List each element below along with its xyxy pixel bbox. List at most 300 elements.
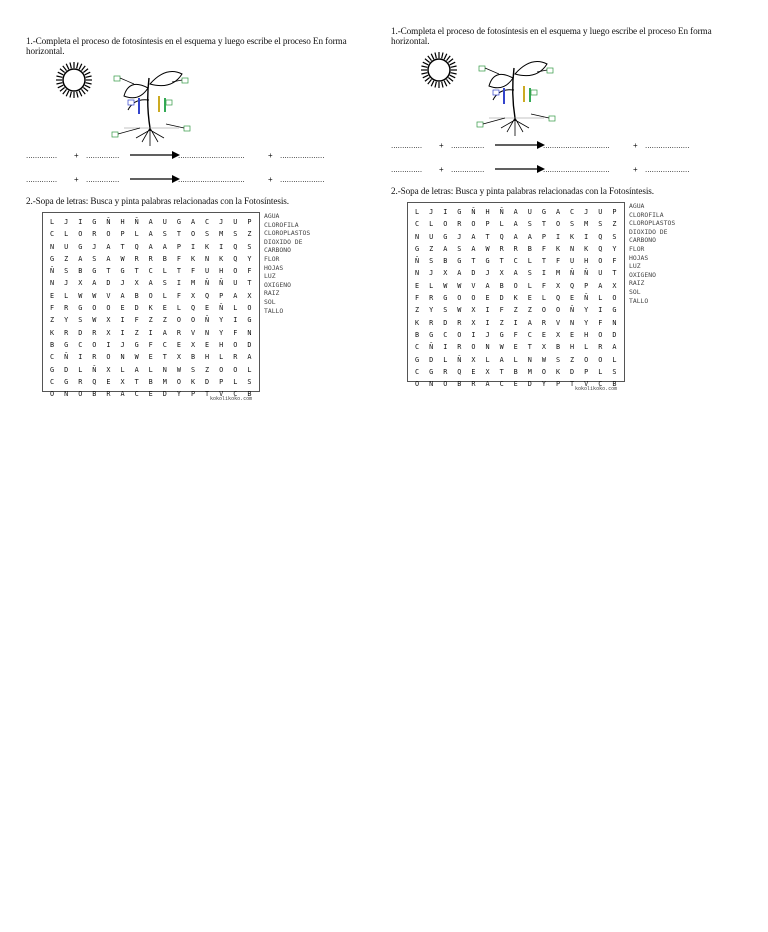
grid-letter[interactable]: I	[541, 269, 546, 278]
grid-letter[interactable]: A	[148, 279, 153, 288]
grid-letter[interactable]: T	[471, 257, 476, 266]
grid-letter[interactable]: W	[485, 244, 490, 253]
grid-letter[interactable]: Ñ	[499, 208, 504, 216]
grid-letter[interactable]: D	[134, 304, 139, 313]
grid-letter[interactable]: K	[415, 318, 420, 327]
grid-letter[interactable]: Ñ	[205, 316, 210, 325]
grid-letter[interactable]: D	[612, 330, 617, 339]
grid-letter[interactable]: C	[134, 390, 139, 399]
grid-letter[interactable]: A	[162, 328, 167, 337]
grid-letter[interactable]: O	[233, 365, 238, 374]
grid-letter[interactable]: L	[78, 365, 83, 374]
grid-letter[interactable]: J	[219, 218, 224, 226]
grid-letter[interactable]: F	[541, 281, 546, 290]
grid-letter[interactable]: L	[247, 365, 252, 374]
grid-letter[interactable]: Ñ	[219, 279, 224, 288]
grid-letter[interactable]: N	[570, 244, 575, 253]
grid-letter[interactable]: J	[584, 208, 589, 216]
grid-letter[interactable]: S	[598, 220, 603, 229]
grid-letter[interactable]: P	[584, 281, 589, 290]
grid-letter[interactable]: R	[513, 244, 518, 253]
grid-letter[interactable]: L	[612, 355, 617, 364]
grid-letter[interactable]: L	[148, 365, 153, 374]
grid-letter[interactable]: A	[78, 254, 83, 263]
grid-letter[interactable]: O	[471, 343, 476, 352]
grid-letter[interactable]: E	[415, 281, 420, 290]
grid-letter[interactable]: R	[471, 380, 476, 389]
grid-letter[interactable]: O	[612, 294, 617, 303]
grid-letter[interactable]: S	[527, 269, 532, 278]
grid-letter[interactable]: J	[64, 279, 69, 288]
grid-letter[interactable]: Q	[92, 377, 97, 386]
grid-letter[interactable]: O	[78, 230, 83, 239]
grid-letter[interactable]: G	[120, 267, 125, 276]
grid-letter[interactable]: R	[233, 353, 238, 362]
grid-letter[interactable]: R	[64, 328, 69, 337]
grid-letter[interactable]: Ñ	[570, 306, 575, 315]
grid-letter[interactable]: U	[429, 232, 434, 241]
grid-letter[interactable]: I	[78, 218, 83, 226]
grid-letter[interactable]: C	[443, 330, 448, 339]
grid-letter[interactable]: L	[485, 355, 490, 364]
grid-letter[interactable]: X	[78, 279, 83, 288]
grid-letter[interactable]: O	[457, 294, 462, 303]
grid-letter[interactable]: Q	[598, 244, 603, 253]
grid-letter[interactable]: B	[78, 267, 83, 276]
grid-letter[interactable]: A	[233, 291, 238, 300]
grid-letter[interactable]: B	[612, 380, 617, 389]
grid-letter[interactable]: A	[527, 318, 532, 327]
grid-letter[interactable]: Ñ	[64, 353, 69, 362]
grid-letter[interactable]: B	[247, 390, 252, 399]
grid-letter[interactable]: I	[219, 242, 224, 251]
grid-letter[interactable]: M	[555, 269, 561, 278]
grid-letter[interactable]: C	[415, 343, 420, 352]
grid-letter[interactable]: P	[612, 208, 617, 216]
grid-letter[interactable]: Q	[499, 232, 504, 241]
grid-letter[interactable]: J	[485, 330, 490, 339]
grid-letter[interactable]: N	[612, 318, 617, 327]
grid-letter[interactable]: J	[92, 242, 97, 251]
grid-letter[interactable]: A	[513, 220, 518, 229]
grid-letter[interactable]: P	[176, 242, 181, 251]
grid-letter[interactable]: W	[92, 291, 97, 300]
grid-letter[interactable]: Q	[233, 242, 238, 251]
grid-letter[interactable]: Y	[584, 306, 589, 315]
grid-letter[interactable]: M	[527, 367, 532, 376]
grid-letter[interactable]: O	[598, 257, 603, 266]
grid-letter[interactable]: Q	[190, 304, 196, 313]
grid-letter[interactable]: N	[120, 353, 125, 362]
grid-letter[interactable]: G	[92, 218, 97, 226]
grid-letter[interactable]: X	[471, 306, 476, 315]
grid-letter[interactable]: T	[162, 353, 167, 362]
grid-letter[interactable]: O	[78, 390, 83, 399]
grid-letter[interactable]: F	[247, 267, 252, 276]
grid-letter[interactable]: U	[233, 279, 238, 288]
grid-letter[interactable]: V	[584, 380, 589, 389]
grid-letter[interactable]: L	[415, 208, 420, 216]
grid-letter[interactable]: A	[148, 218, 153, 226]
grid-letter[interactable]: T	[612, 269, 617, 278]
grid-letter[interactable]: G	[134, 340, 139, 349]
grid-letter[interactable]: J	[485, 269, 490, 278]
grid-letter[interactable]: M	[584, 220, 589, 229]
grid-letter[interactable]: K	[555, 244, 561, 253]
grid-letter[interactable]: O	[106, 304, 111, 313]
grid-letter[interactable]: A	[513, 269, 518, 278]
grid-letter[interactable]: H	[584, 330, 589, 339]
grid-letter[interactable]: E	[570, 294, 575, 303]
grid-letter[interactable]: O	[92, 340, 97, 349]
grid-letter[interactable]: R	[106, 390, 111, 399]
grid-letter[interactable]: I	[584, 232, 589, 241]
grid-letter[interactable]: O	[443, 220, 448, 229]
grid-letter[interactable]: G	[64, 377, 69, 386]
grid-letter[interactable]: N	[162, 365, 167, 374]
grid-letter[interactable]: C	[50, 230, 55, 239]
grid-letter[interactable]: S	[457, 244, 462, 253]
grid-letter[interactable]: Z	[415, 306, 420, 315]
grid-letter[interactable]: O	[247, 304, 252, 313]
grid-letter[interactable]: C	[50, 353, 55, 362]
grid-letter[interactable]: V	[106, 291, 111, 300]
grid-letter[interactable]: C	[415, 367, 420, 376]
grid-letter[interactable]: M	[190, 279, 196, 288]
grid-letter[interactable]: N	[205, 328, 210, 337]
grid-letter[interactable]: N	[527, 355, 532, 364]
grid-letter[interactable]: D	[570, 367, 575, 376]
grid-letter[interactable]: X	[106, 328, 111, 337]
grid-letter[interactable]: S	[162, 230, 167, 239]
grid-letter[interactable]: K	[219, 254, 224, 263]
grid-letter[interactable]: T	[485, 232, 490, 241]
grid-letter[interactable]: L	[499, 220, 504, 229]
grid-letter[interactable]: V	[190, 328, 196, 337]
grid-letter[interactable]: H	[205, 353, 210, 362]
grid-letter[interactable]: O	[176, 316, 181, 325]
grid-letter[interactable]: N	[415, 269, 420, 278]
grid-letter[interactable]: A	[612, 343, 617, 352]
grid-letter[interactable]: L	[443, 355, 448, 364]
grid-letter[interactable]: A	[92, 279, 97, 288]
grid-letter[interactable]: I	[485, 318, 490, 327]
grid-letter[interactable]: X	[176, 353, 181, 362]
grid-letter[interactable]: Q	[205, 291, 210, 300]
grid-letter[interactable]: D	[106, 279, 111, 288]
grid-letter[interactable]: X	[555, 330, 561, 339]
grid-letter[interactable]: T	[541, 220, 546, 229]
grid-letter[interactable]: W	[92, 316, 97, 325]
grid-letter[interactable]: K	[513, 294, 518, 303]
grid-letter[interactable]: I	[78, 353, 83, 362]
grid-letter[interactable]: E	[527, 294, 532, 303]
grid-letter[interactable]: E	[205, 304, 210, 313]
grid-letter[interactable]: I	[190, 242, 196, 251]
grid-letter[interactable]: N	[50, 242, 55, 251]
grid-letter[interactable]: C	[148, 267, 153, 276]
grid-letter[interactable]: T	[134, 377, 139, 386]
grid-letter[interactable]: X	[106, 365, 111, 374]
grid-letter[interactable]: G	[78, 304, 83, 313]
grid-letter[interactable]: F	[555, 257, 561, 266]
grid-letter[interactable]: S	[247, 242, 252, 251]
grid-letter[interactable]: Q	[457, 367, 462, 376]
grid-letter[interactable]: X	[120, 377, 125, 386]
grid-letter[interactable]: K	[190, 254, 196, 263]
grid-letter[interactable]: A	[148, 242, 153, 251]
grid-letter[interactable]: Z	[527, 306, 532, 315]
grid-letter[interactable]: R	[499, 244, 504, 253]
grid-letter[interactable]: R	[92, 328, 97, 337]
grid-letter[interactable]: G	[50, 254, 55, 263]
grid-letter[interactable]: Ñ	[106, 218, 111, 226]
grid-letter[interactable]: U	[162, 218, 167, 226]
grid-letter[interactable]: Z	[570, 355, 575, 364]
grid-letter[interactable]: F	[190, 267, 196, 276]
grid-letter[interactable]: Y	[219, 316, 224, 325]
grid-letter[interactable]: E	[176, 340, 181, 349]
grid-letter[interactable]: L	[120, 365, 125, 374]
grid-letter[interactable]: A	[485, 380, 490, 389]
grid-letter[interactable]: N	[64, 390, 69, 399]
grid-letter[interactable]: U	[598, 208, 603, 216]
grid-letter[interactable]: O	[541, 367, 546, 376]
grid-letter[interactable]: G	[78, 242, 83, 251]
grid-letter[interactable]: R	[134, 254, 139, 263]
grid-letter[interactable]: U	[527, 208, 532, 216]
grid-letter[interactable]: A	[120, 291, 125, 300]
grid-letter[interactable]: S	[205, 230, 210, 239]
grid-letter[interactable]: U	[598, 269, 603, 278]
grid-letter[interactable]: B	[415, 330, 420, 339]
grid-letter[interactable]: T	[499, 257, 504, 266]
grid-letter[interactable]: F	[233, 328, 238, 337]
grid-letter[interactable]: L	[429, 220, 434, 229]
grid-letter[interactable]: F	[513, 330, 518, 339]
grid-letter[interactable]: L	[162, 291, 167, 300]
grid-letter[interactable]: P	[247, 218, 252, 226]
grid-letter[interactable]: A	[190, 218, 196, 226]
grid-letter[interactable]: N	[247, 328, 252, 337]
grid-letter[interactable]: X	[190, 340, 196, 349]
grid-letter[interactable]: J	[64, 218, 69, 226]
grid-letter[interactable]: I	[598, 306, 603, 315]
grid-letter[interactable]: Z	[247, 230, 252, 239]
grid-letter[interactable]: C	[233, 390, 238, 399]
grid-letter[interactable]: B	[499, 281, 504, 290]
grid-letter[interactable]: A	[499, 355, 504, 364]
grid-letter[interactable]: A	[513, 232, 518, 241]
grid-letter[interactable]: H	[485, 208, 490, 216]
grid-letter[interactable]: K	[555, 367, 561, 376]
grid-letter[interactable]: X	[190, 291, 196, 300]
grid-letter[interactable]: R	[541, 318, 546, 327]
grid-letter[interactable]: X	[134, 279, 139, 288]
grid-letter[interactable]: G	[429, 330, 434, 339]
grid-letter[interactable]: O	[598, 355, 603, 364]
grid-letter[interactable]: Y	[584, 318, 589, 327]
grid-letter[interactable]: B	[513, 367, 518, 376]
grid-letter[interactable]: B	[92, 390, 97, 399]
grid-letter[interactable]: W	[134, 353, 139, 362]
grid-letter[interactable]: S	[64, 267, 69, 276]
grid-letter[interactable]: X	[106, 316, 111, 325]
grid-letter[interactable]: F	[499, 306, 504, 315]
grid-letter[interactable]: K	[205, 242, 210, 251]
grid-letter[interactable]: D	[499, 294, 504, 303]
grid-letter[interactable]: C	[78, 340, 83, 349]
grid-letter[interactable]: Q	[555, 294, 561, 303]
grid-letter[interactable]: O	[457, 330, 462, 339]
grid-letter[interactable]: Q	[598, 232, 603, 241]
grid-letter[interactable]: D	[247, 340, 252, 349]
grid-letter[interactable]: O	[148, 291, 153, 300]
grid-letter[interactable]: D	[527, 380, 532, 389]
grid-letter[interactable]: F	[148, 340, 153, 349]
grid-letter[interactable]: A	[162, 242, 167, 251]
grid-letter[interactable]: L	[513, 355, 518, 364]
grid-letter[interactable]: E	[106, 377, 111, 386]
grid-letter[interactable]: W	[78, 291, 83, 300]
grid-letter[interactable]: I	[106, 340, 111, 349]
grid-letter[interactable]: L	[527, 257, 532, 266]
grid-letter[interactable]: Ñ	[219, 304, 224, 313]
grid-letter[interactable]: G	[443, 232, 448, 241]
grid-letter[interactable]: L	[598, 294, 603, 303]
grid-letter[interactable]: O	[443, 380, 448, 389]
grid-letter[interactable]: E	[541, 330, 546, 339]
grid-letter[interactable]: L	[429, 281, 434, 290]
grid-letter[interactable]: Y	[541, 380, 546, 389]
grid-letter[interactable]: D	[78, 328, 83, 337]
grid-letter[interactable]: O	[50, 390, 55, 399]
grid-letter[interactable]: Z	[148, 316, 153, 325]
grid-letter[interactable]: A	[134, 365, 139, 374]
grid-letter[interactable]: X	[541, 343, 546, 352]
grid-letter[interactable]: W	[457, 281, 462, 290]
grid-letter[interactable]: O	[233, 267, 238, 276]
grid-letter[interactable]: B	[190, 353, 196, 362]
grid-letter[interactable]: L	[219, 353, 224, 362]
grid-letter[interactable]: G	[176, 218, 181, 226]
grid-letter[interactable]: E	[513, 343, 518, 352]
grid-letter[interactable]: O	[584, 355, 589, 364]
grid-letter[interactable]: A	[471, 244, 476, 253]
grid-letter[interactable]: X	[471, 355, 476, 364]
grid-letter[interactable]: D	[471, 269, 476, 278]
grid-letter[interactable]: S	[612, 367, 617, 376]
grid-letter[interactable]: I	[513, 318, 518, 327]
grid-letter[interactable]: O	[106, 353, 111, 362]
grid-letter[interactable]: Z	[429, 244, 434, 253]
grid-letter[interactable]: G	[443, 294, 448, 303]
grid-letter[interactable]: O	[471, 294, 476, 303]
grid-letter[interactable]: E	[50, 291, 55, 300]
grid-letter[interactable]: F	[598, 318, 603, 327]
grid-letter[interactable]: E	[513, 380, 518, 389]
grid-letter[interactable]: P	[485, 220, 490, 229]
grid-letter[interactable]: R	[92, 230, 97, 239]
grid-letter[interactable]: W	[176, 365, 181, 374]
grid-letter[interactable]: S	[233, 230, 238, 239]
grid-letter[interactable]: O	[190, 230, 196, 239]
grid-letter[interactable]: M	[219, 230, 224, 239]
grid-letter[interactable]: T	[541, 257, 546, 266]
grid-letter[interactable]: K	[190, 377, 196, 386]
grid-letter[interactable]: K	[584, 244, 589, 253]
grid-letter[interactable]: S	[162, 279, 167, 288]
grid-letter[interactable]: R	[457, 343, 462, 352]
grid-letter[interactable]: J	[120, 340, 125, 349]
grid-letter[interactable]: L	[64, 291, 69, 300]
grid-letter[interactable]: C	[205, 218, 210, 226]
grid-letter[interactable]: K	[148, 304, 153, 313]
grid-letter[interactable]: P	[120, 230, 125, 239]
grid-letter[interactable]: K	[570, 232, 575, 241]
grid-letter[interactable]: D	[443, 318, 448, 327]
grid-letter[interactable]: I	[233, 316, 238, 325]
grid-letter[interactable]: F	[415, 294, 420, 303]
grid-letter[interactable]: N	[485, 343, 490, 352]
grid-letter[interactable]: R	[92, 353, 97, 362]
grid-letter[interactable]: W	[443, 281, 448, 290]
grid-letter[interactable]: T	[120, 242, 125, 251]
grid-letter[interactable]: S	[92, 254, 97, 263]
grid-letter[interactable]: V	[219, 390, 224, 399]
grid-letter[interactable]: L	[134, 230, 139, 239]
grid-letter[interactable]: O	[598, 330, 603, 339]
grid-letter[interactable]: C	[162, 340, 167, 349]
grid-letter[interactable]: Q	[134, 242, 139, 251]
grid-letter[interactable]: A	[598, 281, 603, 290]
grid-letter[interactable]: Ñ	[584, 294, 589, 303]
grid-letter[interactable]: Y	[612, 244, 617, 253]
grid-letter[interactable]: Ñ	[205, 279, 210, 288]
grid-letter[interactable]: G	[457, 208, 462, 216]
grid-letter[interactable]: T	[247, 279, 252, 288]
grid-letter[interactable]: L	[162, 267, 167, 276]
grid-letter[interactable]: K	[50, 328, 55, 337]
grid-letter[interactable]: E	[471, 367, 476, 376]
grid-letter[interactable]: P	[584, 367, 589, 376]
grid-letter[interactable]: O	[415, 380, 420, 389]
grid-letter[interactable]: Z	[64, 254, 69, 263]
grid-letter[interactable]: I	[120, 316, 125, 325]
grid-letter[interactable]: H	[219, 340, 224, 349]
grid-letter[interactable]: F	[176, 254, 181, 263]
grid-letter[interactable]: A	[106, 242, 111, 251]
grid-letter[interactable]: S	[555, 355, 561, 364]
grid-letter[interactable]: O	[513, 281, 518, 290]
grid-letter[interactable]: Z	[162, 316, 167, 325]
grid-letter[interactable]: I	[443, 343, 448, 352]
grid-letter[interactable]: R	[457, 220, 462, 229]
grid-letter[interactable]: C	[527, 330, 532, 339]
grid-letter[interactable]: S	[429, 257, 434, 266]
grid-letter[interactable]: C	[415, 220, 420, 229]
grid-letter[interactable]: L	[584, 343, 589, 352]
grid-letter[interactable]: E	[148, 353, 153, 362]
grid-letter[interactable]: S	[247, 377, 252, 386]
grid-letter[interactable]: X	[471, 318, 476, 327]
grid-letter[interactable]: E	[120, 304, 125, 313]
grid-letter[interactable]: Z	[50, 316, 55, 325]
grid-letter[interactable]: Ñ	[415, 257, 420, 266]
grid-letter[interactable]: B	[443, 257, 448, 266]
grid-letter[interactable]: H	[120, 218, 125, 226]
grid-letter[interactable]: N	[415, 232, 420, 241]
